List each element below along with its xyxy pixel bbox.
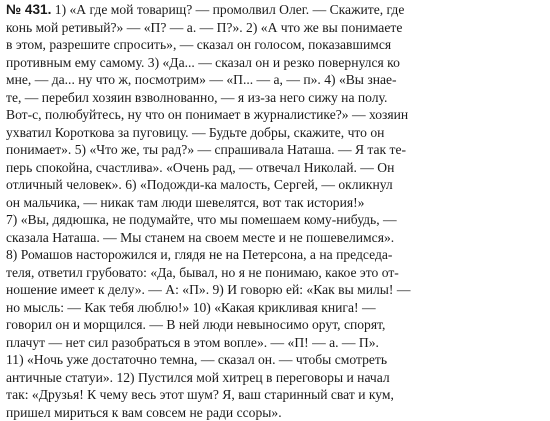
text-line: сказала Наташа. — Мы станем на своем месте и не пошевелимся». bbox=[6, 229, 395, 245]
text-line bbox=[6, 1, 546, 19]
text-line: мне, — да... ну что ж, посмотрим» — «П... — а, — п». 4) «Вы знае- bbox=[6, 72, 397, 87]
text-line: ношение имеет к делу». — А: «П». 9) И говорю ей: «Как вы милы! — bbox=[6, 282, 411, 297]
text-line: понимает». 5) «Что же, ты рад?» — спрашивала Наташа. — Я так те- bbox=[6, 142, 407, 157]
text-line: он мальчика, — никак там люди шевелятся, вот так история!» bbox=[6, 194, 365, 210]
exercise-text bbox=[6, 1, 546, 421]
text-line: 7) «Вы, дядюшка, не подумайте, что мы помешаем кому-нибудь, — bbox=[6, 212, 397, 227]
text-line: 11) «Ночь уже достаточно темна, — сказал он. — чтобы смотреть bbox=[6, 352, 388, 367]
text-line: противным ему самому. 3) «Да... — сказал он и резко повернулся ко bbox=[6, 54, 400, 70]
text-line: те, — перебил хозяин взволнованно, — я из-за него сижу на полу. bbox=[6, 89, 388, 105]
text-line: отличный человек». 6) «Подожди-ка малость, Сергей, — окликнул bbox=[6, 177, 393, 192]
text-line: так: «Друзья! К чему весь этот шум? Я, ваш старинный сват и кум, bbox=[6, 387, 394, 402]
text-line: античные статуи». 12) Пустился мой хитрец в переговоры и начал bbox=[6, 369, 390, 385]
text-line: конь мой ретивый?» — «П? — а. — П?». 2) «А что же вы понимаете bbox=[6, 19, 403, 35]
text-line: теля, ответил грубовато: «Да, бывал, но я не понимаю, какое это от- bbox=[6, 264, 399, 280]
text-line: но мысль: — Как тебя люблю!» 10) «Какая крикливая книга! — bbox=[6, 299, 376, 315]
text-line: ухватил Короткова за пуговицу. — Будьте добры, скажите, что он bbox=[6, 124, 385, 140]
text-line: плачут — нет сил разобраться в этом вопле». — «П! — а. — П». bbox=[6, 334, 379, 350]
text-line: пришел мириться к вам совсем не ради ссоры». bbox=[6, 404, 282, 420]
exercise-number: № 431. bbox=[6, 2, 52, 17]
text-line: говорил он и морщился. — В ней люди невыносимо орут, спорят, bbox=[6, 317, 386, 332]
text-line-content: 1) «А где мой товарищ? — промолвил Олег. — Скажите, где bbox=[51, 2, 405, 17]
text-line: перь спокойна, счастлива». «Очень рад, — отвечал Николай. — Он bbox=[6, 159, 395, 175]
text-line: в этом, разрешите спросить», — сказал он голосом, показавшимся bbox=[6, 37, 392, 52]
text-line: Вот-с, полюбуйтесь, ну что он понимает в журналистике?» — хозяин bbox=[6, 107, 409, 122]
text-line: 8) Ромашов насторожился и, глядя не на Петерсона, а на председа- bbox=[6, 247, 393, 262]
